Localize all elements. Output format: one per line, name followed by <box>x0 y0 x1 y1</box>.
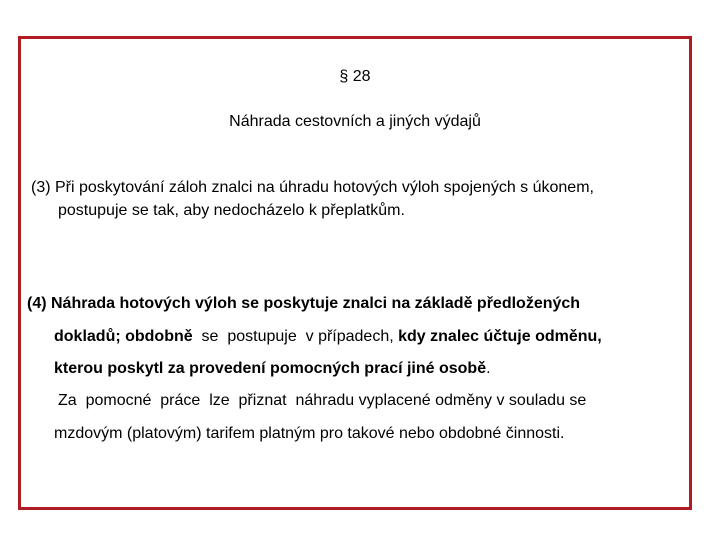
paragraph-4-line-5: mzdovým (platovým) tarifem platným pro takové nebo obdobné činnosti. <box>54 425 565 442</box>
paragraph-3-line-1: (3) Při poskytování záloh znalci na úhradu hotových výloh spojených s úkonem, <box>31 179 594 196</box>
paragraph-4-line-2-bold-b: kdy znalec účtuje odměnu, <box>398 328 602 345</box>
paragraph-4-line-2-regular: se postupuje v případech, <box>192 328 399 345</box>
paragraph-3-line-2: postupuje se tak, aby nedocházelo k přeplatkům. <box>58 202 405 219</box>
paragraph-4-line-3-end: . <box>486 360 491 377</box>
paragraph-4-line-1: (4) Náhrada hotových výloh se poskytuje znalci na základě předložených <box>27 295 581 312</box>
section-heading: Náhrada cestovních a jiných výdajů <box>229 113 481 130</box>
paragraph-4-line-3-bold: kterou poskytl za provedení pomocných prací jiné osobě <box>54 360 487 377</box>
paragraph-4-line-2 <box>54 327 602 347</box>
section-number: § 28 <box>339 68 371 85</box>
paragraph-4-line-3 <box>54 359 491 379</box>
paragraph-4-line-4: Za pomocné práce lze přiznat náhradu vyplacené odměny v souladu se <box>58 392 587 409</box>
paragraph-4-line-2-bold-a: dokladů; obdobně <box>54 328 193 345</box>
